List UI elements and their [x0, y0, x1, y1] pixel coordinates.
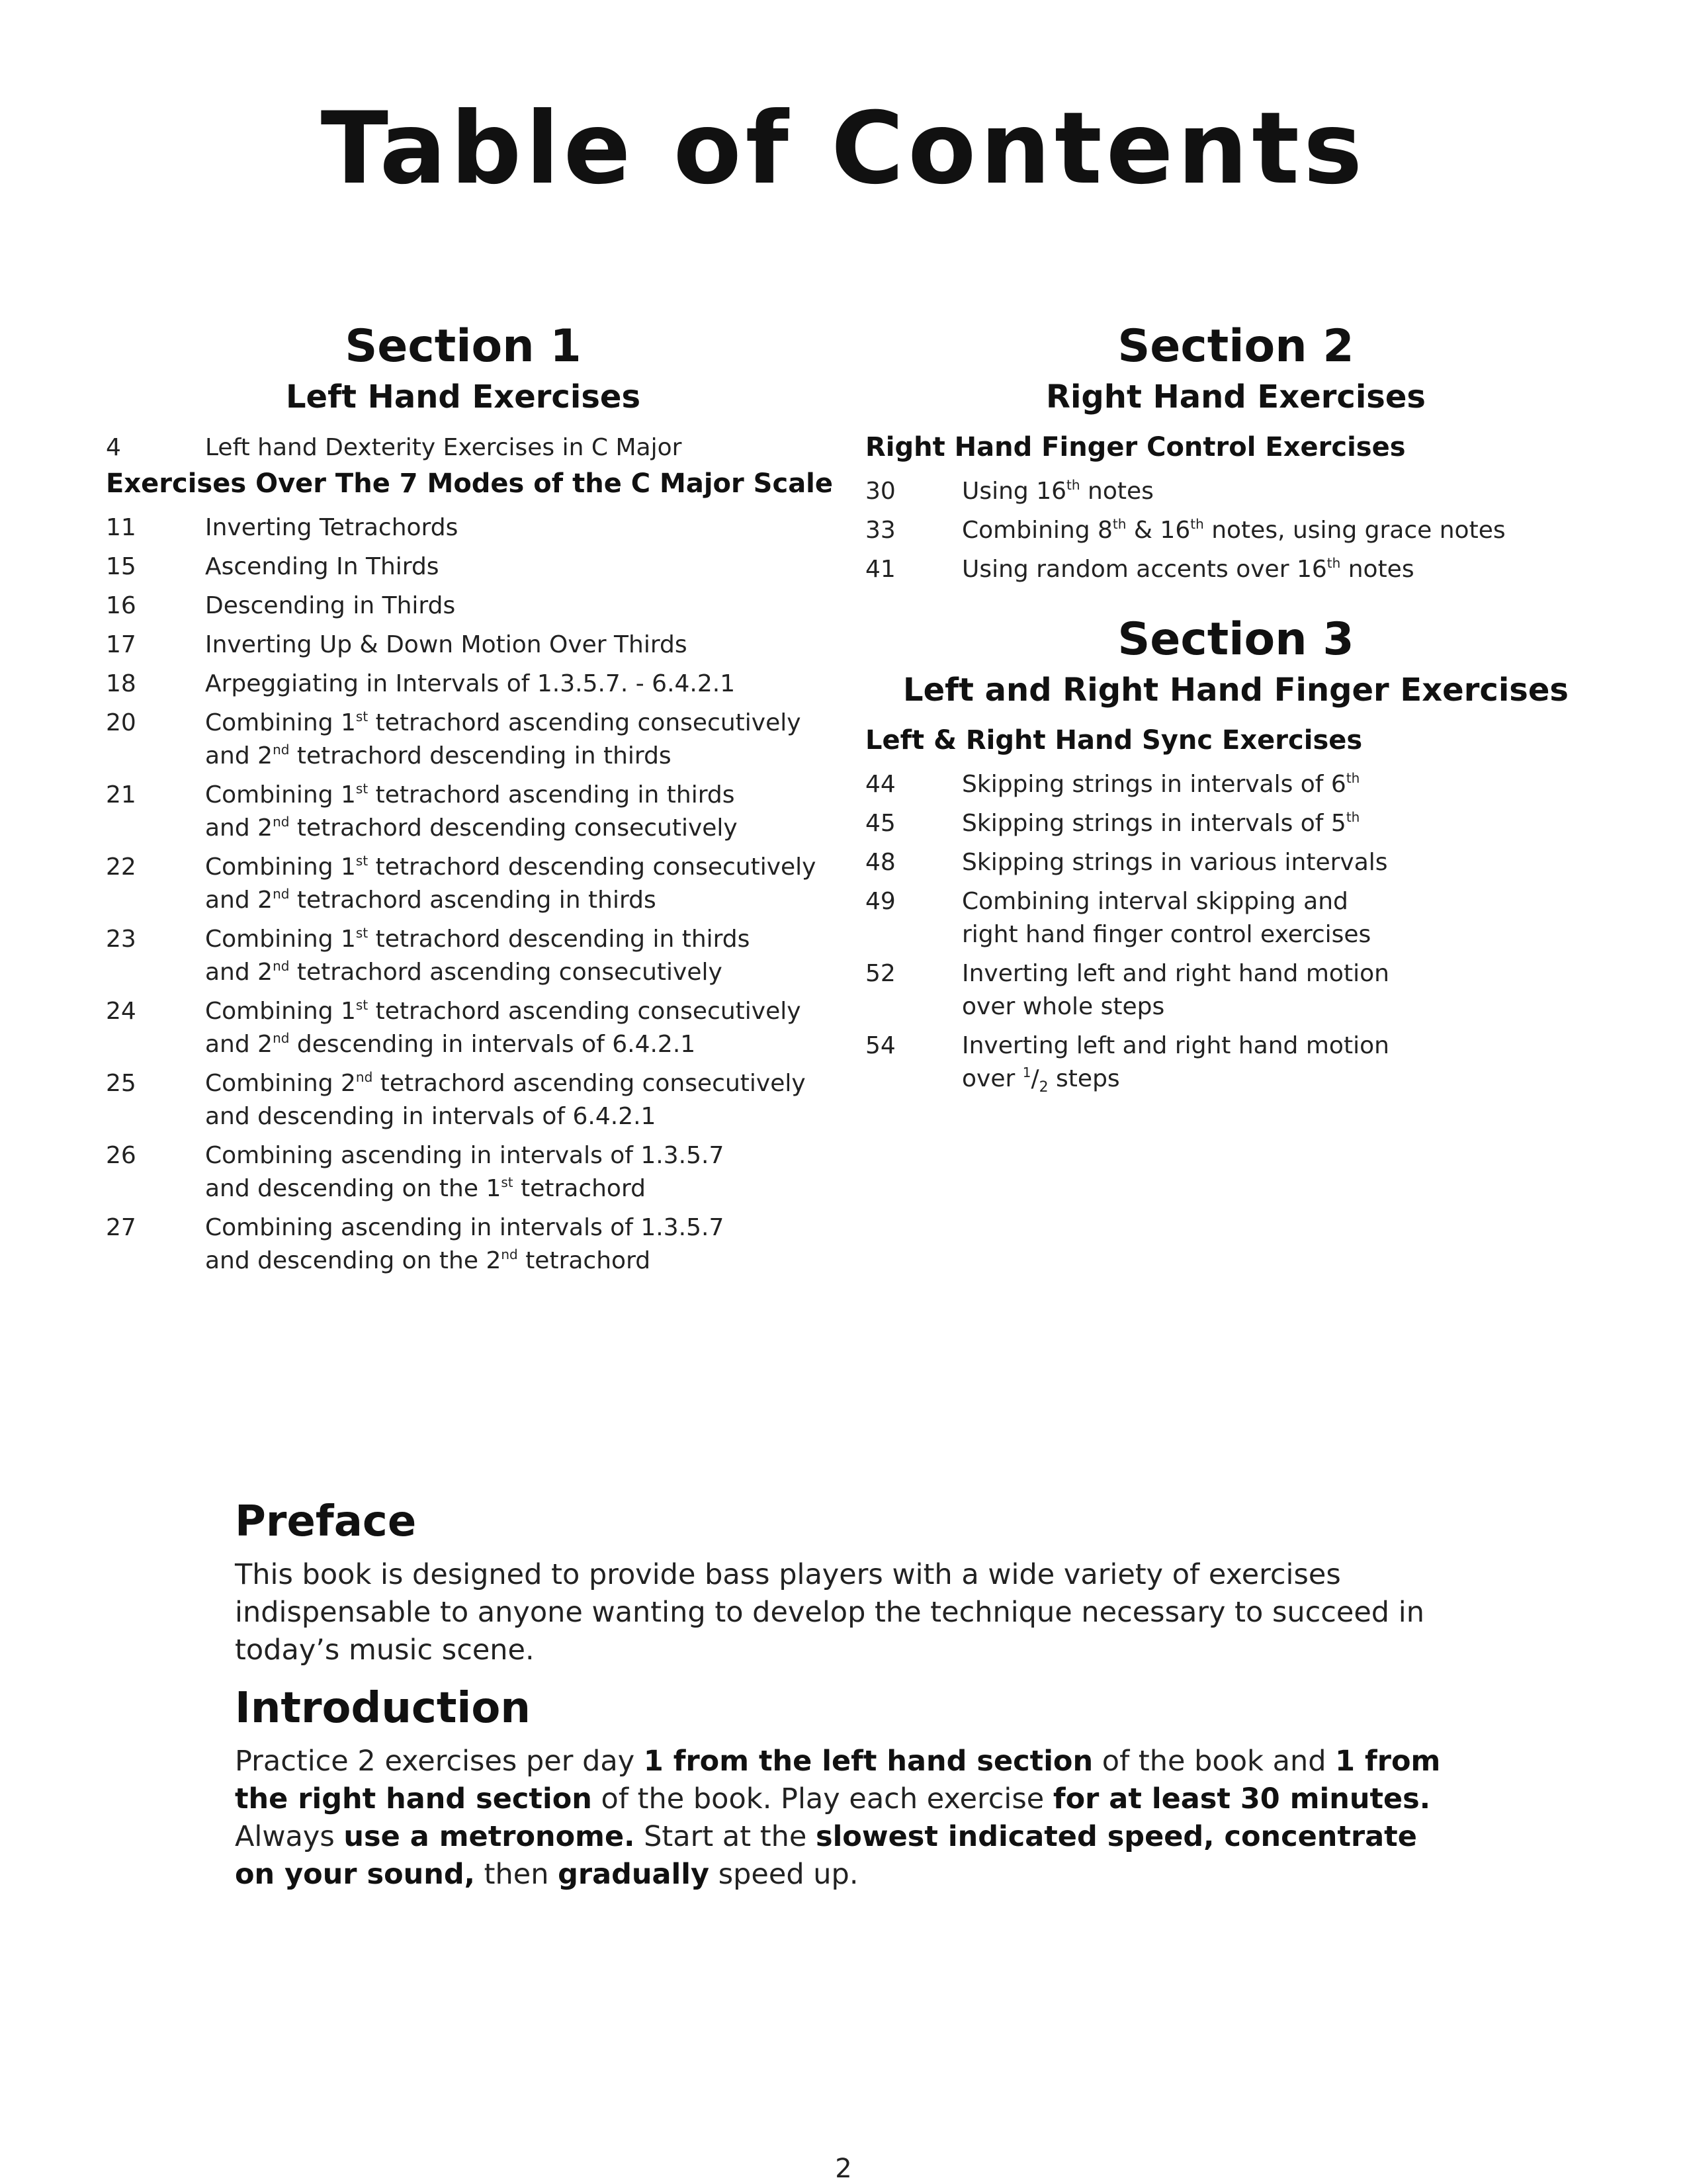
- toc-entry-text: Inverting left and right hand motion over $^1/_2$ steps: [962, 1032, 1389, 1096]
- toc-entry-page: 21: [106, 781, 136, 808]
- toc-entry: [865, 957, 1606, 1024]
- toc-entry: [106, 1211, 820, 1278]
- toc-entry-page: 25: [106, 1070, 136, 1097]
- toc-entry: [106, 707, 820, 773]
- toc-entry-text: Combining ascending in intervals of 1.3.5.7 and descending on the 1st tetrachord: [205, 1142, 724, 1202]
- body-text: of the book and: [1093, 1745, 1336, 1778]
- section-1-title: Section 1: [345, 320, 582, 372]
- emphasis-text: 1 from the left hand section: [643, 1745, 1094, 1778]
- section-1-subtitle: Left Hand Exercises: [285, 378, 641, 415]
- toc-entry-page: 17: [106, 631, 136, 658]
- emphasis-text: slowest indicated speed, concentrate on your sound,: [235, 1820, 1417, 1891]
- toc-entry-text: Arpeggiating in Intervals of 1.3.5.7. - 6.4.2.1: [205, 670, 736, 697]
- toc-entry-text: Skipping strings in various intervals: [962, 849, 1388, 876]
- body-text: Always: [235, 1820, 344, 1853]
- toc-entry-text: Combining 1st tetrachord ascending consecutively and 2nd descending in intervals of 6.4.2.1: [205, 997, 801, 1058]
- toc-entry-text: Inverting left and right hand motion over whole steps: [962, 960, 1389, 1020]
- toc-entry-text: Using random accents over 16th notes: [962, 555, 1414, 583]
- section-2-subtitle: Right Hand Exercises: [1046, 378, 1426, 415]
- toc-entry-text: Inverting Up & Down Motion Over Thirds: [205, 631, 687, 658]
- body-text: then: [474, 1858, 558, 1891]
- section-2-entry-list: [865, 475, 1606, 586]
- emphasis-text: use a metronome.: [343, 1820, 635, 1853]
- toc-entry-page: 49: [865, 888, 896, 915]
- toc-entry-page: 15: [106, 553, 136, 580]
- toc-entry-text: Using 16th notes: [962, 477, 1154, 505]
- toc-entry-page: 16: [106, 592, 136, 619]
- toc-entry-page: 26: [106, 1142, 136, 1169]
- toc-entry-page: 4: [106, 434, 121, 461]
- toc-entry-text: Combining 1st tetrachord ascending consecutively and 2nd tetrachord descending in thirds: [205, 709, 801, 769]
- toc-entry: [106, 1139, 820, 1205]
- toc-entry-text: Combining 2nd tetrachord ascending consecutively and descending in intervals of 6.4.2.1: [205, 1069, 806, 1130]
- preface-heading: Preface: [235, 1497, 417, 1546]
- body-text: Practice 2 exercises per day: [235, 1745, 644, 1778]
- section-3-subtitle: Left and Right Hand Finger Exercises: [902, 672, 1569, 709]
- toc-entry: [865, 475, 1606, 508]
- toc-entry-page: 11: [106, 514, 136, 541]
- toc-entry-page: 33: [865, 517, 896, 544]
- toc-entry: [865, 807, 1606, 840]
- body-text: of the book. Play each exercise: [591, 1782, 1053, 1815]
- toc-entry-page: 54: [865, 1032, 896, 1059]
- toc-entry-page: 30: [865, 478, 896, 505]
- toc-entry-page: 23: [106, 926, 136, 953]
- toc-entry-text: Combining interval skipping and right hand finger control exercises: [962, 888, 1371, 948]
- toc-entry-text: Combining 1st tetrachord descending in thirds and 2nd tetrachord ascending consecutively: [205, 925, 750, 986]
- emphasis-text: gradually: [558, 1858, 710, 1891]
- toc-entry: [865, 846, 1606, 879]
- section-1-entry-list: [106, 511, 820, 1278]
- preface-body: This book is designed to provide bass players with a wide variety of exercises indispensable to anyone wanting to develop the technique necessary to succeed in today’s music scene.: [235, 1558, 1424, 1667]
- toc-entry: [106, 779, 820, 845]
- toc-entry: [106, 431, 820, 464]
- toc-entry: [106, 629, 820, 662]
- body-text: speed up.: [709, 1858, 859, 1891]
- page-number: 2: [835, 2154, 852, 2184]
- section-1: [106, 320, 834, 1284]
- toc-entry: [106, 1067, 820, 1133]
- section-3-title: Section 3: [1117, 613, 1354, 666]
- toc-entry-text: Inverting Tetrachords: [205, 514, 458, 541]
- toc-entry-page: 41: [865, 556, 896, 583]
- toc-entry-text: Combining 8th & 16th notes, using grace notes: [962, 516, 1506, 544]
- preface: [235, 1497, 1465, 1669]
- toc-entry-text: Combining ascending in intervals of 1.3.5.7 and descending on the 2nd tetrachord: [205, 1214, 724, 1274]
- section-3-group-heading: Left & Right Hand Sync Exercises: [865, 725, 1363, 756]
- toc-entry-text: Skipping strings in intervals of 5th: [962, 809, 1360, 837]
- toc-entry-page: 44: [865, 771, 896, 798]
- introduction-heading: Introduction: [235, 1684, 531, 1733]
- toc-entry-page: 18: [106, 670, 136, 697]
- toc-entry-text: Descending in Thirds: [205, 592, 456, 619]
- toc-entry: [106, 550, 820, 584]
- toc-entry: [865, 514, 1606, 547]
- toc-entry-page: 48: [865, 849, 896, 876]
- toc-entry-text: Combining 1st tetrachord ascending in thirds and 2nd tetrachord descending consecutively: [205, 781, 738, 842]
- emphasis-text: 1 from the right hand section: [235, 1745, 1441, 1815]
- toc-entry: [106, 995, 820, 1061]
- section-1-group-heading: Exercises Over The 7 Modes of the C Major Scale: [106, 468, 834, 499]
- toc-entry: [865, 553, 1606, 586]
- toc-entry-page: 22: [106, 853, 136, 881]
- toc-entry-page: 52: [865, 960, 896, 987]
- section-3-entry-list: [865, 768, 1606, 1104]
- toc-entry: [106, 511, 820, 545]
- introduction: [235, 1684, 1465, 1894]
- section-2-group-heading: Right Hand Finger Control Exercises: [865, 432, 1406, 462]
- toc-entry: [106, 923, 820, 989]
- emphasis-text: for at least 30 minutes.: [1053, 1782, 1431, 1815]
- page-title: Table of Contents: [320, 91, 1367, 206]
- toc-entry-page: 20: [106, 709, 136, 736]
- toc-entry: [106, 668, 820, 701]
- toc-entry: [865, 768, 1606, 801]
- toc-entry: [865, 1029, 1606, 1104]
- toc-entry-text: Left hand Dexterity Exercises in C Major: [205, 434, 682, 461]
- body-text: Start at the: [634, 1820, 816, 1853]
- section-2-title: Section 2: [1117, 320, 1354, 372]
- toc-entry-text: Combining 1st tetrachord descending consecutively and 2nd tetrachord ascending in thirds: [205, 853, 816, 914]
- introduction-body: [235, 1743, 1465, 1894]
- toc-entry: [865, 885, 1606, 951]
- toc-entry: [106, 851, 820, 917]
- toc-entry-page: 45: [865, 810, 896, 837]
- toc-entry-page: 27: [106, 1214, 136, 1241]
- section-2-and-3: [865, 320, 1606, 1110]
- toc-entry: [106, 590, 820, 623]
- toc-entry-page: 24: [106, 998, 136, 1025]
- toc-entry-text: Skipping strings in intervals of 6th: [962, 770, 1360, 798]
- toc-entry-text: Ascending In Thirds: [205, 553, 439, 580]
